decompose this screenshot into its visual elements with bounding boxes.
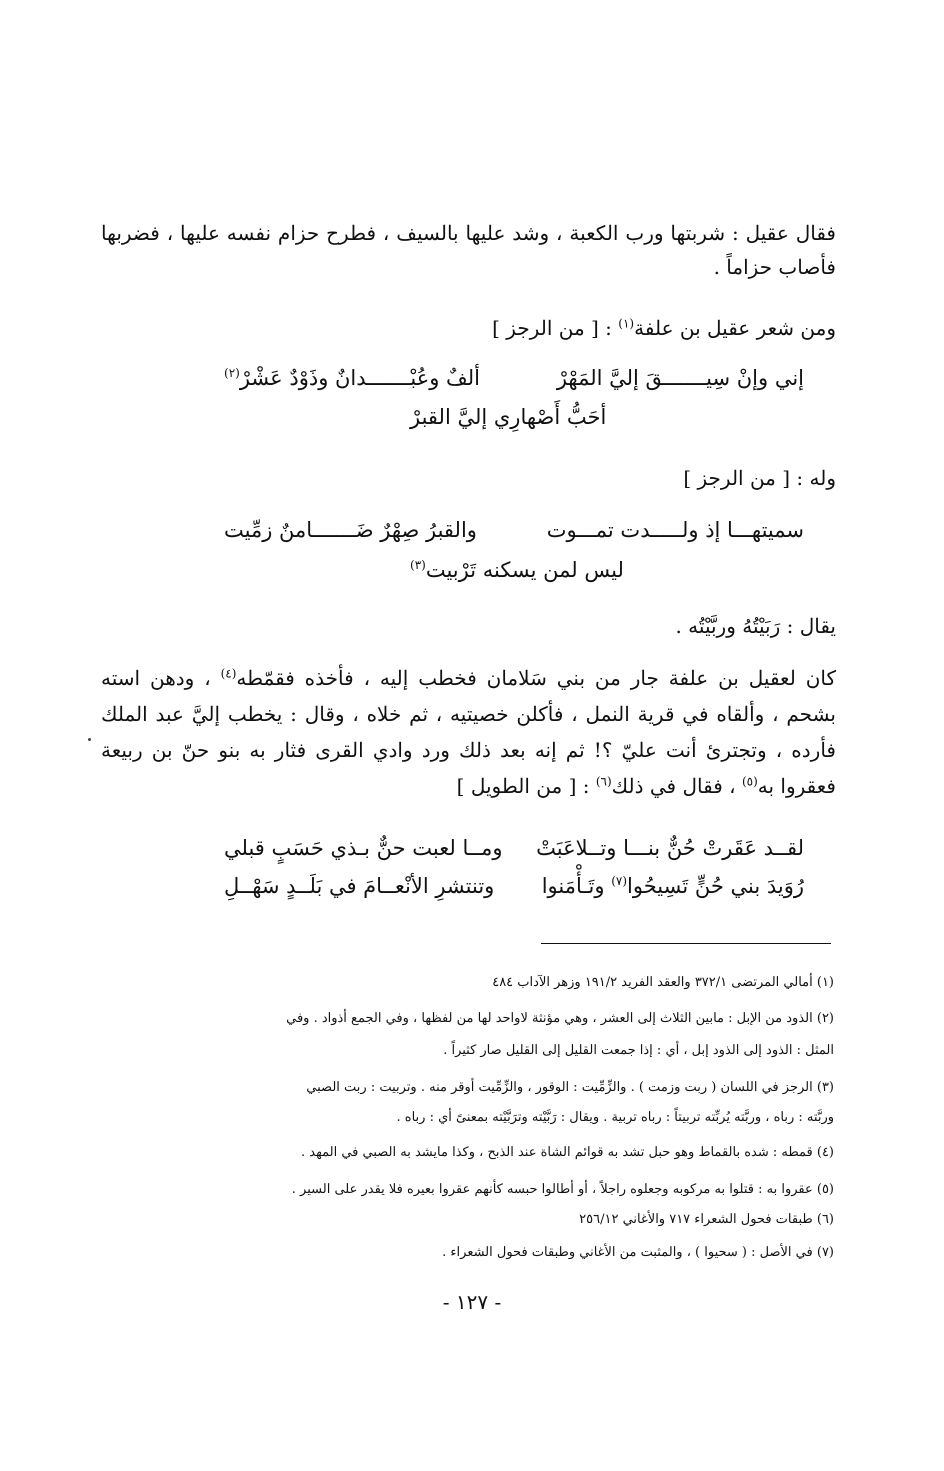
- poem1-final-line: أحَبُّ أَصْهارِي إليَّ القبرْ: [410, 405, 607, 429]
- poem1-hemistich-right: إني وإنْ سِيـــــــقَ إليَّ المَهْرْ: [556, 366, 804, 390]
- paragraph-opening-text: فقال عقيل : شربتها ورب الكعبة ، وشد عليها بالسيف ، فطرح حزام نفسه عليها ، فضربها فأصاب حزاماً .: [101, 221, 836, 279]
- footnote-ref-3[interactable]: (٣): [410, 558, 426, 572]
- poem3-line2-right-b: وتَـأْمَنوا: [541, 874, 612, 898]
- footnote-ref-7[interactable]: (٧): [611, 874, 628, 888]
- poem1-hemistich-left-text: ألفٌ وعُبْـــــــدانٌ وذَوْدٌ عَشْرْ: [239, 366, 481, 390]
- paragraph-story-part1: كان لعقيل بن علفة جار من بني سَلامان فخطب إليه ، فأخذه فقمّطه: [236, 666, 837, 690]
- footnote-ref-4[interactable]: (٤): [220, 666, 237, 681]
- poem-intro-2: وله : [ من الرجز ]: [683, 466, 836, 490]
- footnote-ref-6[interactable]: (٦): [595, 774, 612, 789]
- poem2-hemistich-left: والقبرُ صِهْرٌ ضَـــــــامنٌ زمِّيت: [224, 518, 477, 542]
- paragraph-opening: [101, 216, 836, 284]
- paragraph-story-part4: : [ من الطويل ]: [456, 774, 596, 798]
- footnote-3-line1: (٣) الرجز في اللسان ( ربت وزمت ) . والزِّمِّيت : الوقور ، والزِّمِّيت أوقر منه . وتربيت : ربت الصبي: [306, 1080, 834, 1095]
- page-number: - ١٢٧ -: [442, 1290, 502, 1314]
- footnote-7: (٧) في الأصل : ( سحيوا ) ، والمثبت من الأغاني وطبقات فحول الشعراء .: [442, 1245, 834, 1260]
- poem-intro-1: [101, 316, 836, 340]
- paragraph-story-part2: ، ودهن استه بشحم ، وألقاه في قرية النمل ، فأكلن خصيتيه ، ثم خلاه ، وقال : يخطب إليَّ عبد الملك فأرده ، وتجترئ أنت عليّ ؟! ثم إنه بعد ذلك ورد وادي القرى فثار به بنو حنّ بن ربيعة فعقروا به: [101, 666, 836, 798]
- footnote-ref-5[interactable]: (٥): [741, 774, 758, 789]
- footnote-divider: [541, 943, 831, 944]
- poem1-hemistich-left: [224, 366, 480, 390]
- stray-dot: [88, 738, 91, 741]
- poem3-line2-right: [542, 874, 804, 898]
- footnote-5: (٥) عقروا به : قتلوا به مركوبه وجعلوه راجلاً ، أو أطالوا حبسه كأنهم عقروا بعيره فلا يقدر على السير .: [291, 1182, 834, 1197]
- footnote-ref-1[interactable]: (١): [618, 316, 635, 331]
- footnote-2-line1: (٢) الذود من الإبل : مابين الثلاث إلى العشر ، وهي مؤنثة لاواحد لها من لفظها ، وفي الجمع أذواد . وفي: [286, 1011, 834, 1026]
- poem2-hemistich-right: سميتهـــا إذ ولـــــدت تمـــوت: [546, 518, 804, 542]
- poem3-line1-right: لقــد عَقَرتْ حُنٌّ بنـــا وتــلاعَبَتْ: [536, 836, 804, 860]
- poem-intro-1-text: ومن شعر عقيل بن علفة: [634, 316, 836, 340]
- paragraph-story: [101, 660, 836, 804]
- poem3-line2-right-a: رُوَيدَ بني حُنٍّ تَسِيحُوا: [627, 874, 804, 898]
- poem2-final-line-text: ليس لمن يسكنه تَرْبيت: [425, 558, 624, 582]
- footnote-6: (٦) طبقات فحول الشعراء ٧١٧ والأغاني ٢٥٦/١٢: [579, 1212, 834, 1227]
- footnote-2-line2: المثل : الذود إلى الذود إبل ، أي : إذا جمعت القليل إلى القليل صار كثيراً .: [443, 1043, 834, 1058]
- footnote-4: (٤) قمطه : شده بالقماط وهو حبل تشد به قوائم الشاة عند الذبح ، وكذا مايشد به الصبي في المهد .: [301, 1145, 834, 1160]
- poem-intro-1-meter: : [ من الرجز ]: [492, 316, 619, 340]
- footnote-ref-2[interactable]: (٢): [224, 366, 240, 380]
- poem2-final-line: [410, 558, 624, 582]
- saying-line: يقال : رَبَيْتُهُ وربَّيْتُه .: [675, 614, 836, 638]
- footnote-1: (١) أمالي المرتضى ٣٧٢/١ والعقد الفريد ١٩١/٢ وزهر الآداب ٤٨٤: [492, 975, 834, 990]
- poem3-line2-left: وتنتشرِ الأنْعــامَ في بَلَــدٍ سَهْــلِ: [224, 874, 495, 898]
- footnote-3-line2: وربَّته : رباه ، وربَّته يُربِّته تربيتاً : رباه تربية . ويقال : رَبَّيْته وترَبَّيْته بمعنىً أي : رباه .: [396, 1110, 834, 1125]
- poem3-line1-left: ومــا لعبت حنٌّ بـذي حَسَبٍ قبلي: [224, 836, 503, 860]
- paragraph-story-part3: ، فقال في ذلك: [611, 774, 742, 798]
